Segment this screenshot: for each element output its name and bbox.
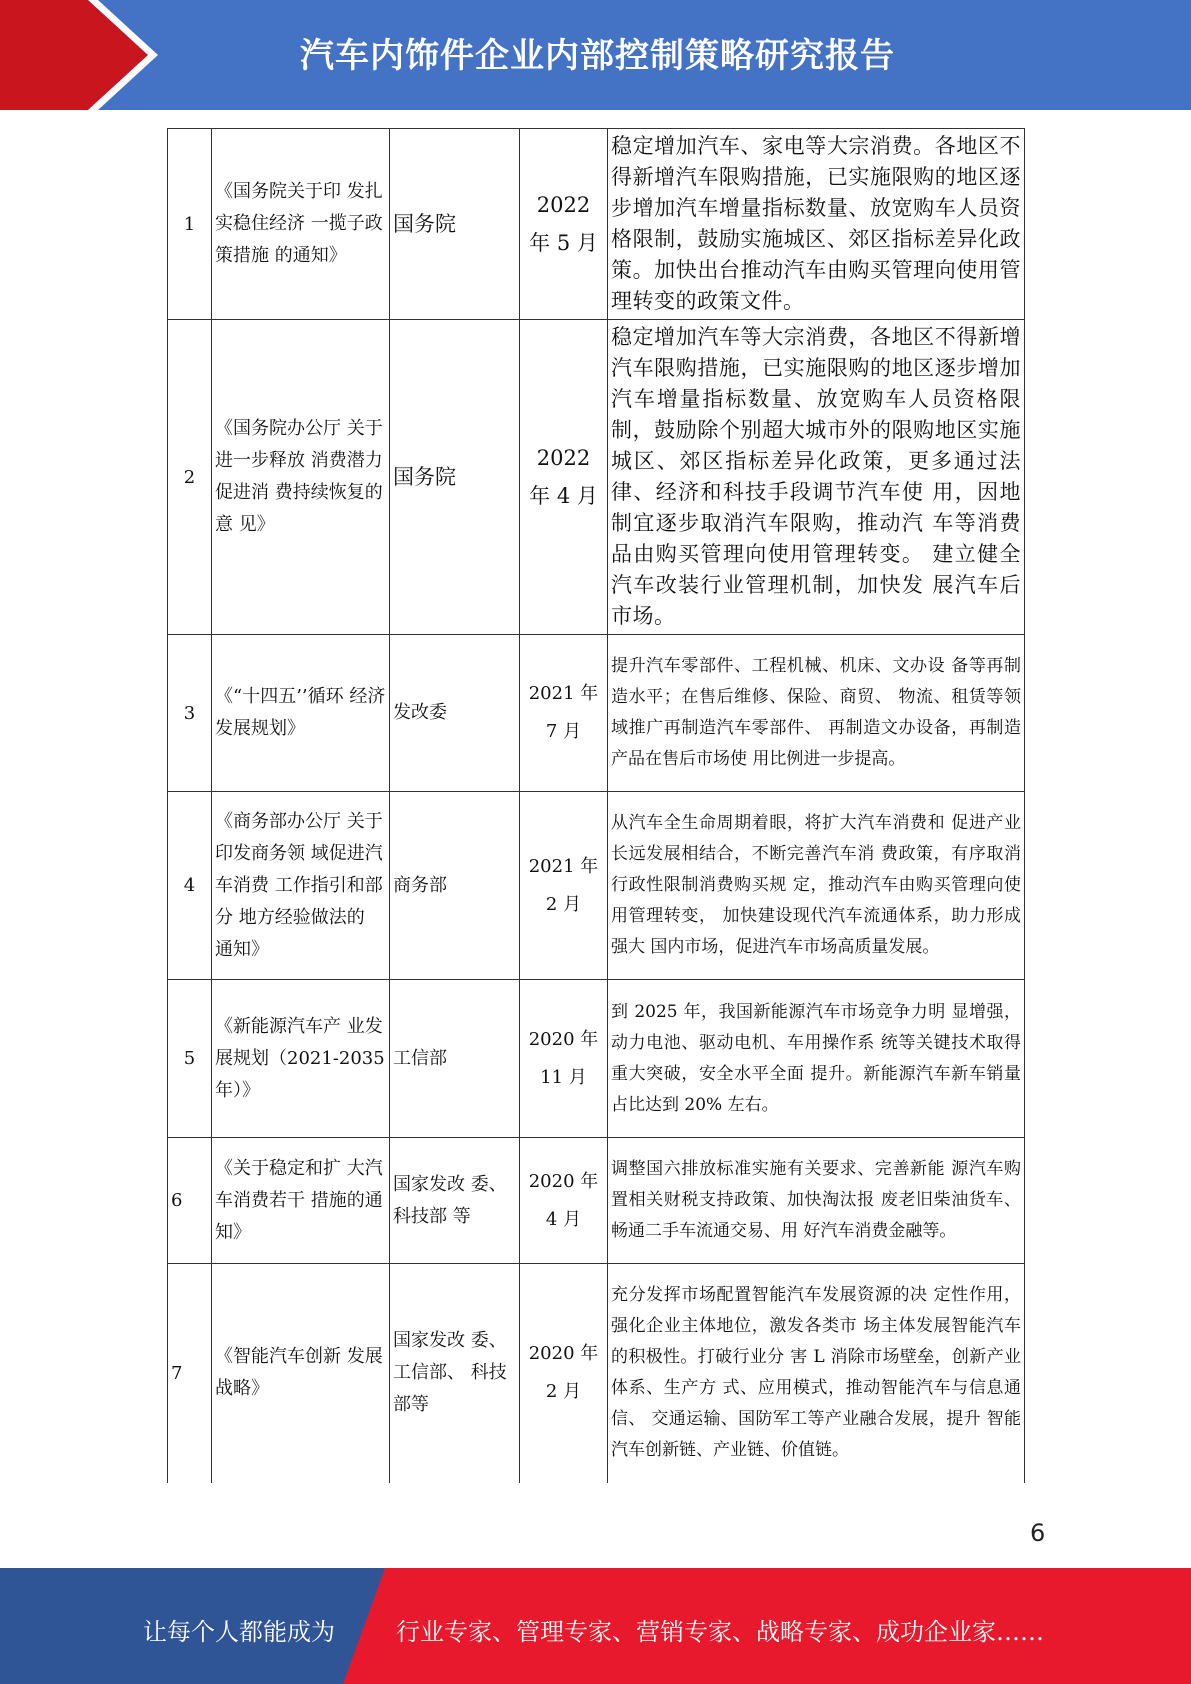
table-row bbox=[168, 635, 1025, 792]
report-title: 汽车内饰件企业内部控制策略研究报告 bbox=[300, 36, 895, 76]
policy-title: 《关于稳定和扩 大汽车消费若干 措施的通知》 bbox=[212, 1138, 390, 1264]
table-row bbox=[168, 320, 1025, 635]
page-footer bbox=[0, 1568, 1191, 1684]
policy-date: 2022 年 4 月 bbox=[520, 320, 608, 635]
policy-date: 2020 年 11 月 bbox=[520, 980, 608, 1138]
table-row bbox=[168, 129, 1025, 320]
row-number: 5 bbox=[168, 980, 212, 1138]
policy-title: 《“十四五’’循环 经济发展规划》 bbox=[212, 635, 390, 792]
policy-issuer: 商务部 bbox=[390, 792, 520, 980]
row-number: 4 bbox=[168, 792, 212, 980]
policy-content: 提升汽车零部件、工程机械、机床、文办设 备等再制造水平；在售后维修、保险、商贸、 物流、租赁等领域推广再制造汽车零部件、 再制造文办设备，再制造产品在售后市场使 用比例进一步提高。 bbox=[608, 635, 1025, 792]
policy-content: 稳定增加汽车、家电等大宗消费。各地区不得新增汽车限购措施，已实施限购的地区逐步增加汽车增量指标数量、放宽购车人员资格限制，鼓励实施城区、郊区指标差异化政策。加快出台推动汽车由购买管理向使用管理转变的政策文件。 bbox=[608, 129, 1025, 320]
table-row bbox=[168, 1264, 1025, 1483]
policy-content: 到 2025 年，我国新能源汽车市场竞争力明 显增强，动力电池、驱动电机、车用操作系 统等关键技术取得重大突破，安全水平全面 提升。新能源汽车新车销量占比达到 20% 左右。 bbox=[608, 980, 1025, 1138]
policy-issuer: 国务院 bbox=[390, 129, 520, 320]
policy-content: 充分发挥市场配置智能汽车发展资源的决 定性作用，强化企业主体地位，激发各类市 场主体发展智能汽车的积极性。打破行业分 害 L 消除市场壁垒，创新产业体系、生产方 式、应用模式，推动智能汽车与信息通信、 交通运输、国防军工等产业融合发展，提升 智能汽车创新链、产业链、价值链。 bbox=[608, 1264, 1025, 1483]
policy-title: 《智能汽车创新 发展战略》 bbox=[212, 1264, 390, 1483]
footer-slogan-right: 行业专家、管理专家、营销专家、战略专家、成功企业家…… bbox=[396, 1618, 1044, 1646]
policy-title: 《新能源汽车产 业发展规划（2021-2035 年）》 bbox=[212, 980, 390, 1138]
row-number: 2 bbox=[168, 320, 212, 635]
policy-date: 2021 年 2 月 bbox=[520, 792, 608, 980]
policy-issuer: 国务院 bbox=[390, 320, 520, 635]
policy-title: 《国务院办公厅 关于进一步释放 消费潜力促进消 费持续恢复的意 见》 bbox=[212, 320, 390, 635]
policy-date: 2020 年 4 月 bbox=[520, 1138, 608, 1264]
policy-title: 《商务部办公厅 关于印发商务领 域促进汽车消费 工作指引和部分 地方经验做法的 通知》 bbox=[212, 792, 390, 980]
row-number: 6 bbox=[168, 1138, 212, 1264]
policy-content: 从汽车全生命周期着眼，将扩大汽车消费和 促进产业长远发展相结合，不断完善汽车消 费政策，有序取消行政性限制消费购买规 定，推动汽车由购买管理向使用管理转变， 加快建设现代汽车流通体系，助力形成强大 国内市场，促进汽车市场高质量发展。 bbox=[608, 792, 1025, 980]
policy-issuer: 工信部 bbox=[390, 980, 520, 1138]
row-number: 7 bbox=[168, 1264, 212, 1483]
footer-slogan-left: 让每个人都能成为 bbox=[143, 1618, 335, 1646]
policy-date: 2020 年 2 月 bbox=[520, 1264, 608, 1483]
policy-date: 2021 年 7 月 bbox=[520, 635, 608, 792]
row-number: 1 bbox=[168, 129, 212, 320]
table-row bbox=[168, 1138, 1025, 1264]
policy-content: 调整国六排放标准实施有关要求、完善新能 源汽车购置相关财税支持政策、加快淘汰报 废老旧柴油货车、畅通二手车流通交易、用 好汽车消费金融等。 bbox=[608, 1138, 1025, 1264]
policy-date: 2022 年 5 月 bbox=[520, 129, 608, 320]
policy-content: 稳定增加汽车等大宗消费，各地区不得新增汽车限购措施，已实施限购的地区逐步增加汽车增量指标数量、放宽购车人员资格限制，鼓励除个别超大城市外的限购地区实施城区、郊区指标差异化政策，更多通过法律、经济和科技手段调节汽车使 用，因地制宜逐步取消汽车限购，推动汽 车等消费品由购买管理向使用管理转变。 建立健全汽车改装行业管理机制，加快发 展汽车后市场。 bbox=[608, 320, 1025, 635]
table-row bbox=[168, 980, 1025, 1138]
page-header bbox=[0, 0, 1191, 110]
page-number: 6 bbox=[1030, 1519, 1046, 1547]
table-row bbox=[168, 792, 1025, 980]
policy-issuer: 国家发改 委、工信部、 科技部等 bbox=[390, 1264, 520, 1483]
policy-issuer: 发改委 bbox=[390, 635, 520, 792]
policy-table bbox=[167, 128, 1025, 1483]
row-number: 3 bbox=[168, 635, 212, 792]
policy-title: 《国务院关于印 发扎实稳住经济 一揽子政策措施 的通知》 bbox=[212, 129, 390, 320]
policy-issuer: 国家发改 委、科技部 等 bbox=[390, 1138, 520, 1264]
